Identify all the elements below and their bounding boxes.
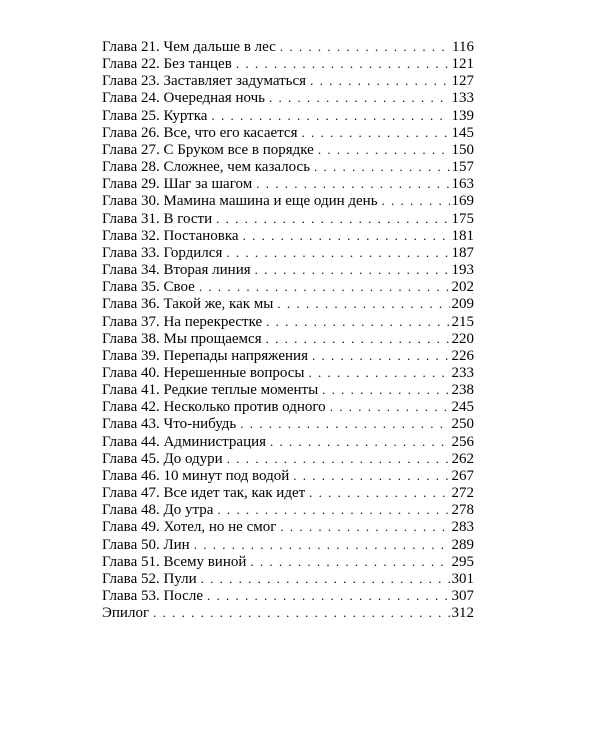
toc-entry-page-number: 267 bbox=[451, 467, 474, 484]
toc-entry bbox=[102, 141, 474, 158]
toc-entry-title: Глава 41. Редкие теплые моменты bbox=[102, 382, 319, 399]
dot-leader bbox=[280, 38, 450, 55]
toc-entry-title: Глава 30. Мамина машина и еще один день bbox=[102, 193, 378, 210]
toc-entry-title: Глава 40. Нерешенные вопросы bbox=[102, 364, 305, 381]
toc-entry-page-number: 250 bbox=[451, 416, 474, 433]
toc-entry-page-number: 157 bbox=[451, 159, 474, 176]
toc-entry-page-number: 262 bbox=[451, 450, 474, 467]
dot-leader bbox=[227, 450, 450, 467]
toc-entry-title: Глава 39. Перепады напряжения bbox=[102, 347, 308, 364]
toc-entry bbox=[102, 415, 474, 432]
dot-leader bbox=[277, 295, 449, 312]
dot-leader bbox=[199, 278, 450, 295]
toc-entry-page-number: 133 bbox=[451, 90, 474, 107]
toc-entry-page-number: 278 bbox=[451, 502, 474, 519]
toc-entry bbox=[102, 175, 474, 192]
toc-entry bbox=[102, 55, 474, 72]
toc-entry bbox=[102, 604, 474, 621]
dot-leader bbox=[309, 364, 450, 381]
table-of-contents bbox=[102, 38, 474, 621]
dot-leader bbox=[194, 536, 450, 553]
toc-entry bbox=[102, 38, 474, 55]
toc-entry bbox=[102, 364, 474, 381]
toc-entry-page-number: 307 bbox=[451, 588, 474, 604]
toc-entry-page-number: 289 bbox=[451, 536, 474, 553]
toc-entry-page-number: 187 bbox=[451, 244, 474, 261]
dot-leader bbox=[255, 261, 450, 278]
toc-entry-page-number: 220 bbox=[451, 330, 474, 347]
toc-entry-title: Глава 42. Несколько против одного bbox=[102, 399, 326, 416]
toc-entry-title: Глава 52. Пули bbox=[102, 570, 197, 587]
toc-entry-title: Глава 37. На перекрестке bbox=[102, 313, 263, 330]
toc-entry-title: Глава 26. Все, что его касается bbox=[102, 124, 298, 141]
dot-leader bbox=[302, 124, 450, 141]
dot-leader bbox=[382, 192, 450, 209]
toc-entry-title: Глава 22. Без танцев bbox=[102, 56, 232, 73]
toc-entry-title: Глава 34. Вторая линия bbox=[102, 262, 251, 279]
toc-entry-page-number: 295 bbox=[451, 553, 474, 570]
dot-leader bbox=[280, 518, 449, 535]
toc-entry-page-number: 233 bbox=[451, 364, 474, 381]
toc-entry-page-number: 245 bbox=[451, 399, 474, 416]
toc-entry bbox=[102, 587, 474, 604]
toc-entry bbox=[102, 244, 474, 261]
toc-entry bbox=[102, 261, 474, 278]
toc-entry bbox=[102, 433, 474, 450]
toc-entry-page-number: 215 bbox=[451, 313, 474, 330]
toc-entry-page-number: 139 bbox=[451, 107, 474, 124]
toc-entry-title: Глава 46. 10 минут под водой bbox=[102, 467, 290, 484]
toc-entry-page-number: 226 bbox=[451, 347, 474, 364]
dot-leader bbox=[318, 141, 450, 158]
toc-entry bbox=[102, 501, 474, 518]
toc-entry-page-number: 301 bbox=[451, 570, 474, 587]
toc-entry-title: Глава 48. До утра bbox=[102, 502, 214, 519]
toc-entry-page-number: 150 bbox=[451, 141, 474, 158]
dot-leader bbox=[309, 484, 449, 501]
dot-leader bbox=[330, 398, 450, 415]
toc-entry bbox=[102, 330, 474, 347]
toc-entry bbox=[102, 536, 474, 553]
toc-entry bbox=[102, 107, 474, 124]
toc-entry-title: Глава 50. Лин bbox=[102, 536, 190, 553]
toc-entry-title: Глава 53. После bbox=[102, 588, 203, 604]
toc-entry-page-number: 127 bbox=[451, 73, 474, 90]
toc-entry-title: Глава 45. До одури bbox=[102, 450, 223, 467]
toc-entry bbox=[102, 398, 474, 415]
dot-leader bbox=[314, 158, 449, 175]
toc-entry bbox=[102, 192, 474, 209]
toc-entry bbox=[102, 295, 474, 312]
toc-entry bbox=[102, 381, 474, 398]
toc-entry-title: Глава 33. Гордился bbox=[102, 244, 223, 261]
toc-entry bbox=[102, 347, 474, 364]
toc-entry-title: Глава 43. Что-нибудь bbox=[102, 416, 237, 433]
toc-entry-title: Глава 23. Заставляет задуматься bbox=[102, 73, 307, 90]
dot-leader bbox=[216, 210, 449, 227]
toc-entry bbox=[102, 278, 474, 295]
toc-entry-page-number: 163 bbox=[451, 176, 474, 193]
toc-entry-page-number: 121 bbox=[451, 56, 474, 73]
toc-entry-title: Глава 24. Очередная ночь bbox=[102, 90, 265, 107]
dot-leader bbox=[310, 72, 449, 89]
toc-entry bbox=[102, 570, 474, 587]
toc-entry bbox=[102, 158, 474, 175]
dot-leader bbox=[226, 244, 449, 261]
toc-entry-page-number: 272 bbox=[451, 485, 474, 502]
toc-entry-title: Глава 49. Хотел, но не смог bbox=[102, 519, 277, 536]
toc-entry-title: Глава 51. Всему виной bbox=[102, 553, 247, 570]
dot-leader bbox=[322, 381, 449, 398]
toc-entry-title: Глава 21. Чем дальше в лес bbox=[102, 39, 276, 55]
toc-entry bbox=[102, 467, 474, 484]
toc-entry-page-number: 145 bbox=[451, 124, 474, 141]
toc-entry-page-number: 193 bbox=[451, 262, 474, 279]
dot-leader bbox=[211, 107, 449, 124]
toc-entry-title: Глава 28. Сложнее, чем казалось bbox=[102, 159, 311, 176]
toc-entry-title: Глава 38. Мы прощаемся bbox=[102, 330, 262, 347]
toc-entry bbox=[102, 450, 474, 467]
toc-entry-page-number: 238 bbox=[451, 382, 474, 399]
toc-entry bbox=[102, 313, 474, 330]
dot-leader bbox=[243, 227, 450, 244]
toc-entry-page-number: 312 bbox=[451, 605, 474, 622]
toc-entry bbox=[102, 89, 474, 106]
toc-entry-page-number: 181 bbox=[451, 227, 474, 244]
dot-leader bbox=[207, 587, 450, 604]
toc-entry-title: Глава 25. Куртка bbox=[102, 107, 208, 124]
toc-entry-title: Глава 27. С Бруком все в порядке bbox=[102, 141, 314, 158]
dot-leader bbox=[201, 570, 450, 587]
toc-entry bbox=[102, 518, 474, 535]
toc-entry-title: Глава 29. Шаг за шагом bbox=[102, 176, 253, 193]
dot-leader bbox=[256, 175, 449, 192]
dot-leader bbox=[217, 501, 449, 518]
toc-entry bbox=[102, 210, 474, 227]
toc-entry-title: Глава 32. Постановка bbox=[102, 227, 239, 244]
toc-entry-title: Глава 35. Свое bbox=[102, 279, 195, 296]
toc-entry-title: Глава 36. Такой же, как мы bbox=[102, 296, 274, 313]
toc-entry-page-number: 202 bbox=[451, 279, 474, 296]
toc-entry bbox=[102, 72, 474, 89]
toc-entry-page-number: 283 bbox=[451, 519, 474, 536]
toc-entry bbox=[102, 124, 474, 141]
toc-entry bbox=[102, 227, 474, 244]
dot-leader bbox=[240, 415, 449, 432]
dot-leader bbox=[269, 89, 450, 106]
toc-entry-page-number: 256 bbox=[451, 433, 474, 450]
dot-leader bbox=[270, 433, 449, 450]
toc-entry-page-number: 169 bbox=[451, 193, 474, 210]
dot-leader bbox=[236, 55, 450, 72]
dot-leader bbox=[153, 604, 449, 621]
toc-entry bbox=[102, 553, 474, 570]
dot-leader bbox=[266, 330, 450, 347]
toc-entry-page-number: 209 bbox=[451, 296, 474, 313]
dot-leader bbox=[266, 313, 449, 330]
toc-entry-title: Глава 31. В гости bbox=[102, 210, 213, 227]
dot-leader bbox=[312, 347, 450, 364]
toc-entry-title: Эпилог bbox=[102, 605, 150, 622]
dot-leader bbox=[250, 553, 449, 570]
toc-entry-page-number: 175 bbox=[451, 210, 474, 227]
dot-leader bbox=[293, 467, 449, 484]
toc-entry-page-number: 116 bbox=[452, 39, 474, 55]
toc-entry-title: Глава 44. Администрация bbox=[102, 433, 267, 450]
toc-entry bbox=[102, 484, 474, 501]
toc-entry-title: Глава 47. Все идет так, как идет bbox=[102, 485, 306, 502]
